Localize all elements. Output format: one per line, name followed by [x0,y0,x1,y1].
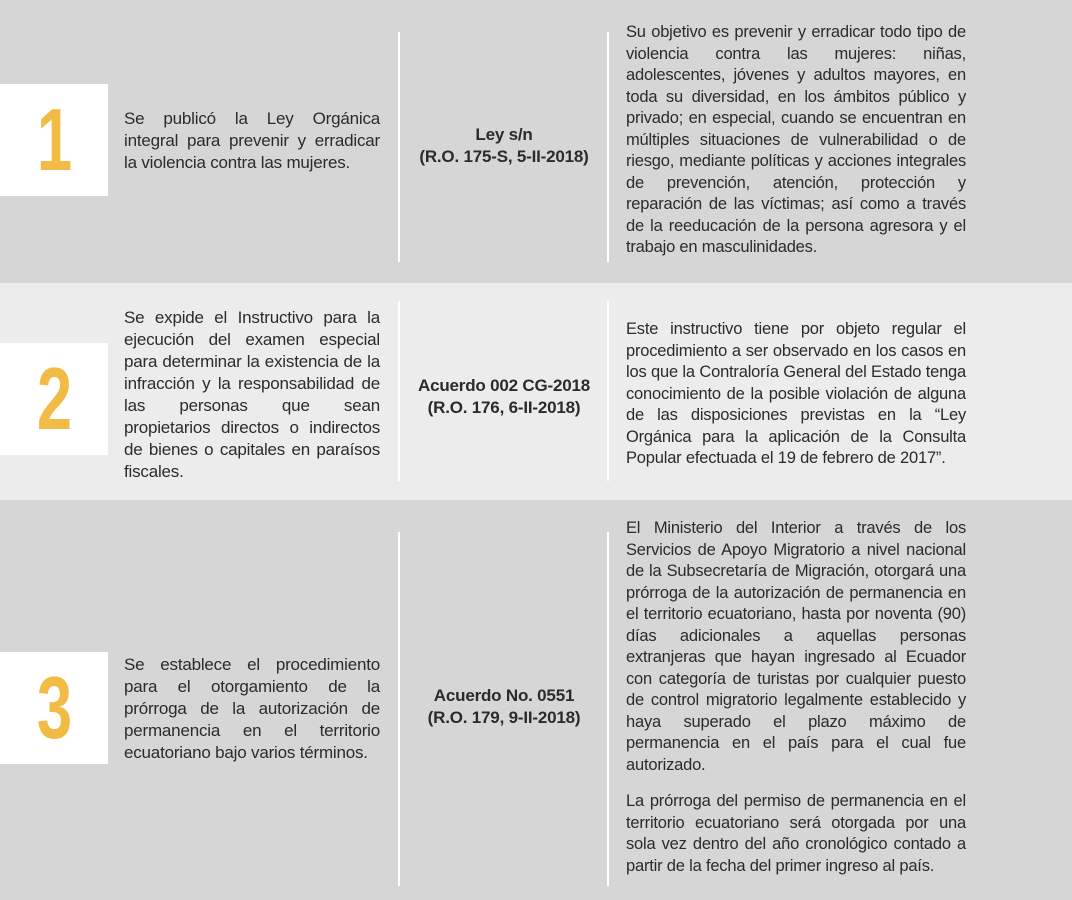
detail-paragraph: Su objetivo es prevenir y erradicar todo tipo de violencia contra las mujeres: niñas, adolescentes, jóvenes y adultos mayores, en toda su diversidad, en los ámbitos público y privado; en especial, cuando se encuentran en múltiples situaciones de vulnerabilidad o de riesgo, mediante políticas y acciones integrales de prevención, atención, protección y reparación de las víctimas; así como a través de la reeducación de la persona agresora y el trabajo en masculinidades. [626,23,966,256]
row-number: 1 [36,90,72,189]
reference-title: Acuerdo 002 CG-2018 [418,376,590,395]
table-row [0,283,1072,500]
row-detail [626,22,966,259]
row-detail [626,518,966,877]
reference-registry: (R.O. 179, 9-II-2018) [427,708,581,727]
table-row [0,500,1072,900]
row-reference [402,124,606,168]
row-reference [402,375,606,419]
row-number: 3 [36,658,72,757]
reference-title: Acuerdo No. 0551 [433,686,575,705]
row-description: Se publicó la Ley Orgánica integral para prevenir y erradicar la violencia contra las mujeres. [124,109,380,172]
column-divider [607,532,609,886]
reference-registry: (R.O. 176, 6-II-2018) [427,398,581,417]
row-description: Se expide el Instructivo para la ejecución del examen especial para determinar la existencia de la infracción y la responsabilidad de las personas que sean propietarios directos o indirectos de bienes o capitales en paraísos fiscales. [124,308,380,481]
detail-paragraph: Este instructivo tiene por objeto regular el procedimiento a ser observado en los casos en los que la Contraloría General del Estado tenga conocimiento de la posible violación de alguna de las disposiciones previstas en la “Ley Orgánica para la aplicación de la Consulta Popular efectuada el 19 de febrero de 2017”. [626,320,966,467]
detail-paragraph: La prórroga del permiso de permanencia en el territorio ecuatoriano será otorgada por una sola vez dentro del año cronológico contado a partir de la fecha del primer ingreso al país. [626,792,966,875]
column-divider [607,32,609,262]
row-number: 2 [36,349,72,448]
row-description: Se establece el procedimiento para el otorgamiento de la prórroga de la autorización de permanencia en el territorio ecuatoriano bajo varios términos. [124,655,380,762]
reference-registry: (R.O. 175-S, 5-II-2018) [419,147,589,166]
column-divider [398,301,400,481]
row-number-box [0,652,108,764]
column-divider [398,532,400,886]
row-number-box [0,84,108,196]
row-number-box [0,343,108,455]
table-row [0,0,1072,283]
row-detail [626,319,966,470]
detail-paragraph: El Ministerio del Interior a través de los Servicios de Apoyo Migratorio a nivel nacional de la Subsecretaría de Migración, otorgará una prórroga de la autorización de permanencia en el territorio ecuatoriano, hasta por noventa (90) días adicionales a aquellas personas extranjeras que hayan ingresado al Ecuador con categoría de turistas por cualquier puesto de control migratorio legalmente establecido y haya superado el plazo máximo de permanencia en el país para el cual fue autorizado. [626,519,966,774]
column-divider [398,32,400,262]
column-divider [607,301,609,481]
row-reference [402,685,606,729]
reference-title: Ley s/n [475,125,533,144]
